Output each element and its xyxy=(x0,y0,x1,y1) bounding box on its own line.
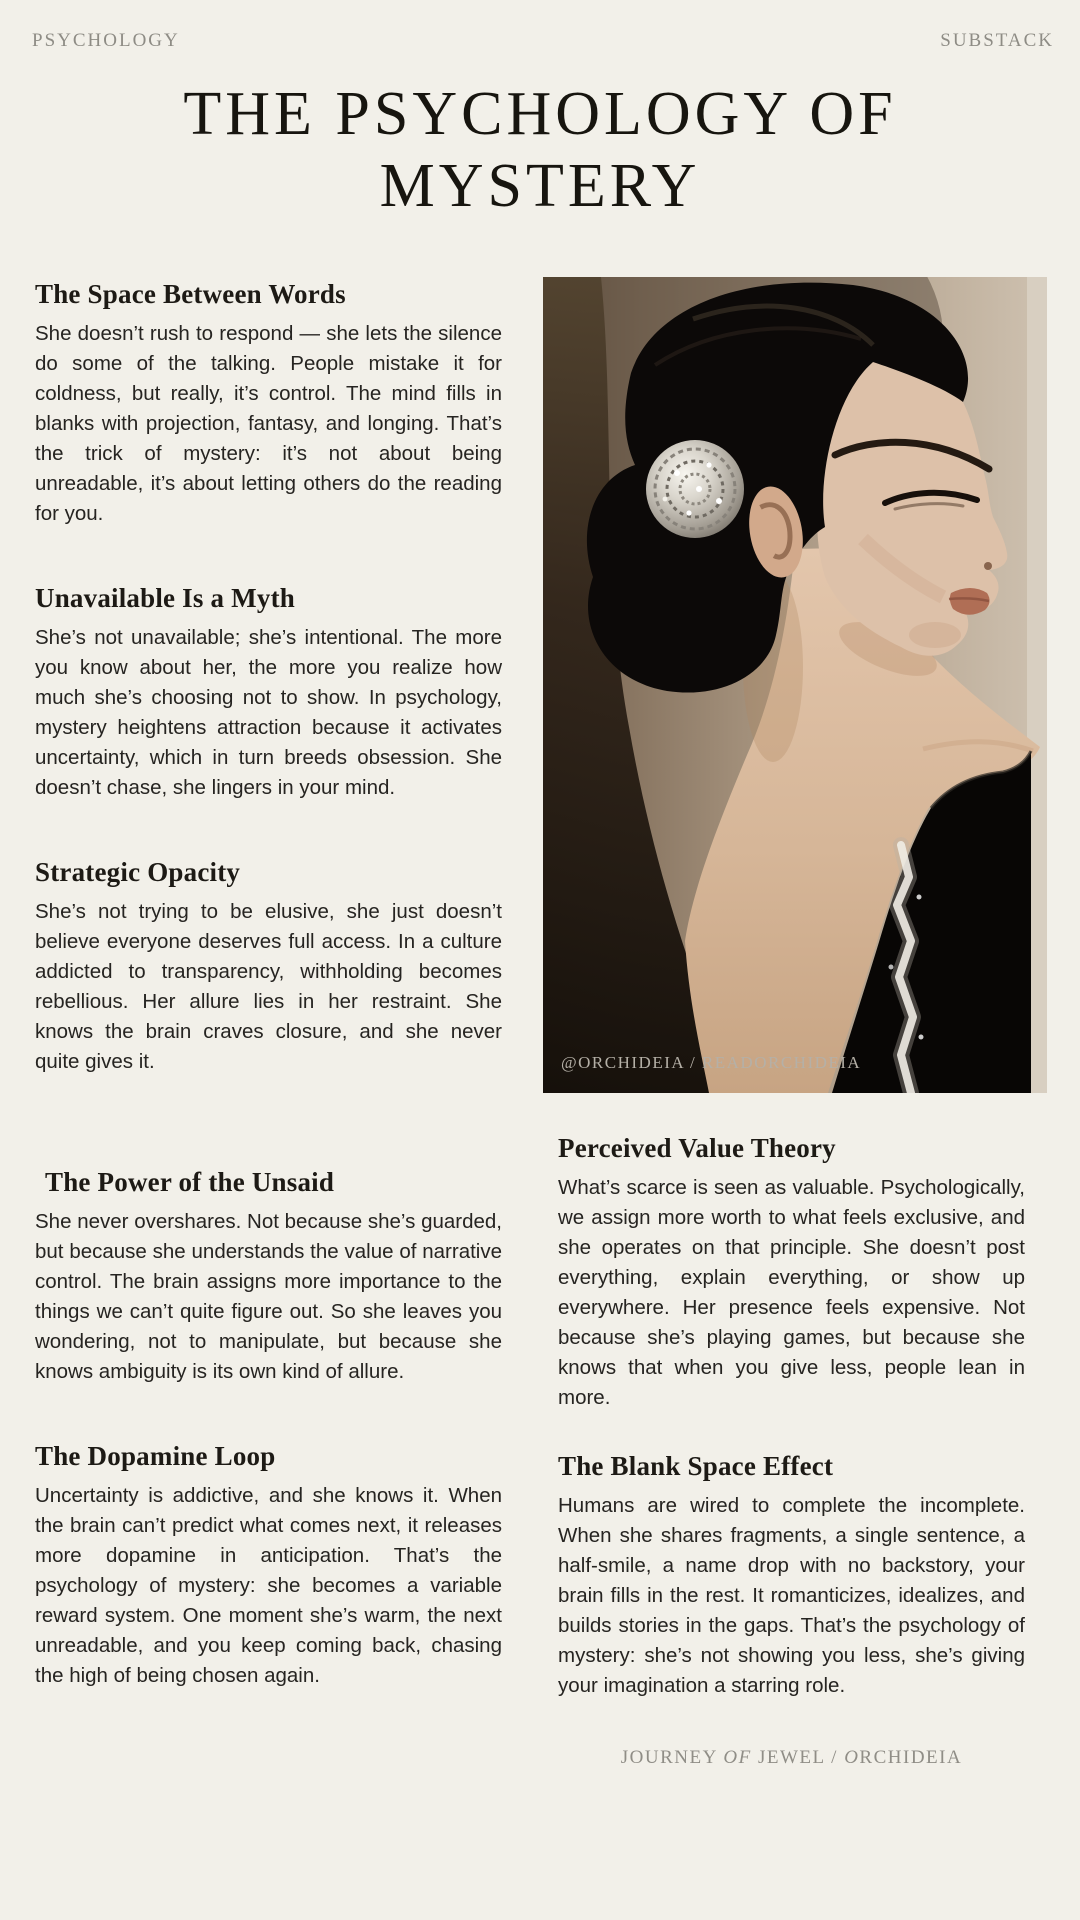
section-body: What’s scarce is seen as valuable. Psychologically, we assign more worth to what feels exclusive, and she operates on that principle. She doesn’t post everything, explain everything, or show up everywhere. Her presence feels expensive. Not because she’s playing games, but because she knows that when you give less, people lean in more. xyxy=(558,1176,1025,1409)
section-unavailable-myth xyxy=(35,581,502,803)
section-space-between-words xyxy=(35,277,502,529)
footer-credit-part: O xyxy=(844,1747,860,1768)
section-body: Uncertainty is addictive, and she knows it. When the brain can’t predict what comes next, it releases more dopamine in anticipation. That’s the psychology of mystery: she becomes a variable reward system. One moment she’s warm, the next unreadable, and you keep coming back, chasing the high of being chosen again. xyxy=(35,1484,502,1687)
portrait-illustration xyxy=(543,277,1047,1093)
photo-caption: @ORCHIDEIA / READORCHIDEIA xyxy=(561,1053,862,1072)
section-power-of-unsaid xyxy=(35,1165,502,1387)
footer-credit-part: JOURNEY xyxy=(620,1747,724,1768)
section-heading: Perceived Value Theory xyxy=(558,1133,836,1163)
right-column-text xyxy=(558,1131,1025,1769)
section-heading: The Blank Space Effect xyxy=(558,1451,834,1481)
section-body: She doesn’t rush to respond — she lets the silence do some of the talking. People mistake it for coldness, but really, it’s control. The mind fills in blanks with projection, fantasy, and longing. That’s the trick of mystery: it’s not about being unreadable, it’s about letting others do the reading for you. xyxy=(35,322,502,525)
section-body: She’s not unavailable; she’s intentional. The more you know about her, the more you realize how much she’s choosing not to show. In psychology, mystery heightens attraction because it activates uncertainty, which in turn breeds obsession. She doesn’t chase, she lingers in your mind. xyxy=(35,626,502,799)
footer-credit-part: RCHIDEIA xyxy=(859,1747,963,1768)
section-body: She never overshares. Not because she’s guarded, but because she understands the value of narrative control. The brain assigns more importance to the things we can’t quite figure out. So she leaves you wondering, not to manipulate, but because she knows ambiguity is its own kind of allure. xyxy=(35,1210,502,1383)
section-heading: The Space Between Words xyxy=(35,279,346,309)
portrait-photo xyxy=(543,277,1047,1093)
section-dopamine-loop xyxy=(35,1439,502,1691)
page-title xyxy=(0,78,1080,222)
left-column xyxy=(35,277,502,1743)
section-strategic-opacity xyxy=(35,855,502,1077)
top-bar xyxy=(32,30,1054,52)
section-heading: Unavailable Is a Myth xyxy=(35,583,295,613)
section-body: She’s not trying to be elusive, she just doesn’t believe everyone deserves full access. In a culture addicted to transparency, withholding becomes rebellious. Her allure lies in her restraint. She knows the brain craves closure, and she never quite gives it. xyxy=(35,900,502,1073)
page-title-line1: THE PSYCHOLOGY OF xyxy=(183,80,897,148)
section-heading: The Power of the Unsaid xyxy=(45,1167,335,1197)
page-title-line2: MYSTERY xyxy=(379,152,701,220)
section-blank-space xyxy=(558,1449,1025,1701)
section-heading: The Dopamine Loop xyxy=(35,1441,276,1471)
footer-credit-part: JEWEL / xyxy=(751,1747,845,1768)
footer-credit-part: OF xyxy=(723,1747,752,1768)
section-heading: Strategic Opacity xyxy=(35,857,241,887)
footer-credit xyxy=(558,1747,1025,1769)
section-perceived-value xyxy=(558,1131,1025,1413)
section-body: Humans are wired to complete the incomplete. When she shares fragments, a single sentence, a half-smile, a name drop with no backstory, your brain fills in the rest. It romanticizes, idealizes, and builds stories in the gaps. That’s the psychology of mystery: she’s not showing you less, she’s giving your imagination a starring role. xyxy=(558,1494,1025,1697)
kicker-label: PSYCHOLOGY xyxy=(32,30,180,51)
brand-label: SUBSTACK xyxy=(940,30,1054,51)
right-column xyxy=(543,277,1047,1769)
crystal-ornament xyxy=(646,440,744,538)
